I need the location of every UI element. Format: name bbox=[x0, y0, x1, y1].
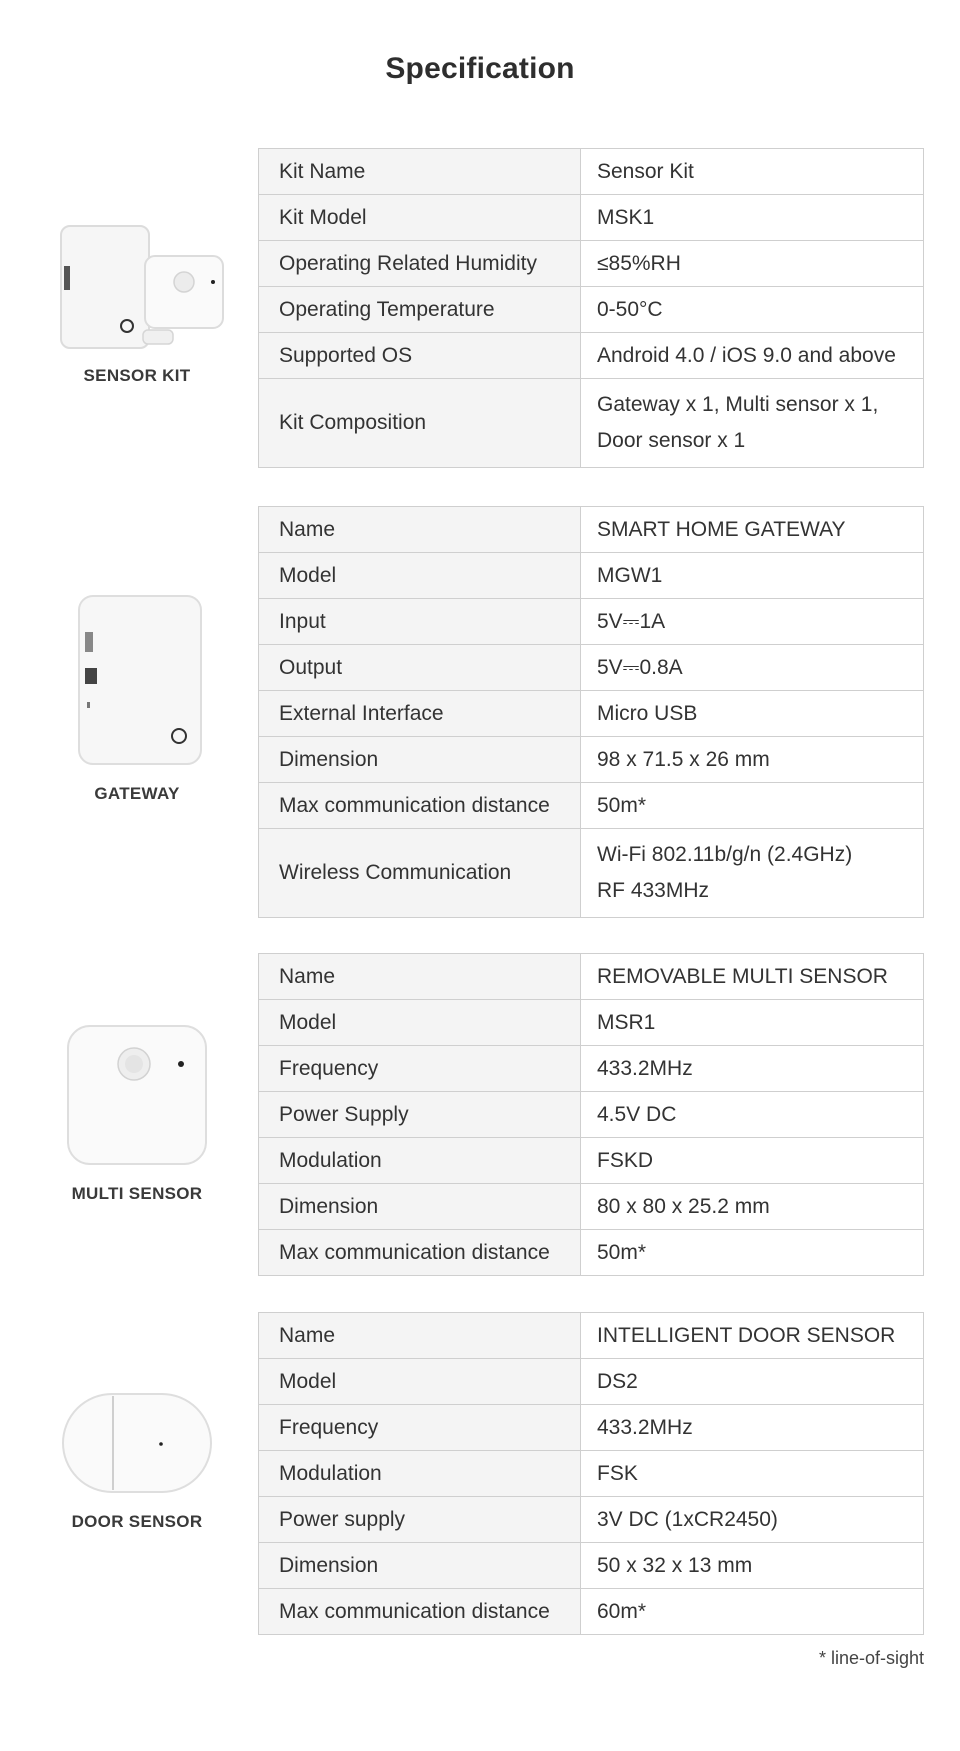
table-row bbox=[259, 195, 924, 241]
spec-value: 50m* bbox=[581, 783, 924, 829]
table-row bbox=[259, 783, 924, 829]
spec-key: Modulation bbox=[259, 1138, 581, 1184]
spec-key: Dimension bbox=[259, 1184, 581, 1230]
product-label: SENSOR KIT bbox=[83, 366, 191, 385]
spec-key: Input bbox=[259, 599, 581, 645]
table-row bbox=[259, 507, 924, 553]
spec-key: Kit Name bbox=[259, 149, 581, 195]
spec-value: 80 x 80 x 25.2 mm bbox=[581, 1184, 924, 1230]
multi-sensor-image bbox=[62, 1020, 212, 1170]
spec-value: MSR1 bbox=[581, 1000, 924, 1046]
spec-value: DS2 bbox=[581, 1359, 924, 1405]
table-row bbox=[259, 333, 924, 379]
spec-value: Android 4.0 / iOS 9.0 and above bbox=[581, 333, 924, 379]
gateway-image bbox=[67, 590, 207, 770]
spec-key: Modulation bbox=[259, 1451, 581, 1497]
spec-value-line: Wi-Fi 802.11b/g/n (2.4GHz) bbox=[597, 843, 853, 866]
spec-value: 3V DC (1xCR2450) bbox=[581, 1497, 924, 1543]
spec-value: Micro USB bbox=[581, 691, 924, 737]
spec-key: Output bbox=[259, 645, 581, 691]
table-row bbox=[259, 553, 924, 599]
spec-value: 0-50°C bbox=[581, 287, 924, 333]
spec-value: FSKD bbox=[581, 1138, 924, 1184]
spec-key: Max communication distance bbox=[259, 1589, 581, 1635]
spec-table-multi-sensor bbox=[258, 953, 924, 1276]
spec-value: FSK bbox=[581, 1451, 924, 1497]
spec-key: Frequency bbox=[259, 1046, 581, 1092]
product-label: GATEWAY bbox=[94, 784, 180, 803]
table-row bbox=[259, 1359, 924, 1405]
door-sensor-product bbox=[40, 1388, 234, 1532]
spec-table-door-sensor bbox=[258, 1312, 924, 1635]
spec-value: 50 x 32 x 13 mm bbox=[581, 1543, 924, 1589]
spec-value: 5V⎓1A bbox=[581, 599, 924, 645]
table-row bbox=[259, 1000, 924, 1046]
table-row bbox=[259, 241, 924, 287]
spec-key: Dimension bbox=[259, 1543, 581, 1589]
table-row bbox=[259, 1184, 924, 1230]
table-row bbox=[259, 1313, 924, 1359]
page-title: Specification bbox=[385, 52, 575, 85]
spec-key: Model bbox=[259, 1000, 581, 1046]
table-row bbox=[259, 1543, 924, 1589]
table-row bbox=[259, 599, 924, 645]
spec-key: Operating Temperature bbox=[259, 287, 581, 333]
table-row bbox=[259, 829, 924, 918]
spec-key: Dimension bbox=[259, 737, 581, 783]
product-label: DOOR SENSOR bbox=[71, 1512, 203, 1531]
spec-key: Max communication distance bbox=[259, 783, 581, 829]
table-row bbox=[259, 287, 924, 333]
spec-key: External Interface bbox=[259, 691, 581, 737]
spec-value: 433.2MHz bbox=[581, 1405, 924, 1451]
spec-key: Model bbox=[259, 1359, 581, 1405]
spec-value-line: Door sensor x 1 bbox=[597, 429, 746, 452]
table-row bbox=[259, 379, 924, 468]
table-row bbox=[259, 954, 924, 1000]
spec-key: Max communication distance bbox=[259, 1230, 581, 1276]
table-row bbox=[259, 1589, 924, 1635]
spec-key: Kit Composition bbox=[259, 379, 581, 468]
spec-key: Frequency bbox=[259, 1405, 581, 1451]
spec-key: Model bbox=[259, 553, 581, 599]
table-row bbox=[259, 737, 924, 783]
spec-value: INTELLIGENT DOOR SENSOR bbox=[581, 1313, 924, 1359]
spec-key: Name bbox=[259, 507, 581, 553]
spec-key: Name bbox=[259, 954, 581, 1000]
spec-value: SMART HOME GATEWAY bbox=[581, 507, 924, 553]
spec-value: 60m* bbox=[581, 1589, 924, 1635]
spec-key: Supported OS bbox=[259, 333, 581, 379]
spec-value-line: Gateway x 1, Multi sensor x 1, bbox=[597, 393, 879, 416]
spec-key: Kit Model bbox=[259, 195, 581, 241]
spec-value bbox=[581, 379, 924, 468]
spec-value: REMOVABLE MULTI SENSOR bbox=[581, 954, 924, 1000]
spec-value: 433.2MHz bbox=[581, 1046, 924, 1092]
table-row bbox=[259, 691, 924, 737]
spec-key: Power Supply bbox=[259, 1092, 581, 1138]
sensor-kit-product bbox=[40, 222, 234, 386]
spec-key: Operating Related Humidity bbox=[259, 241, 581, 287]
spec-value: 50m* bbox=[581, 1230, 924, 1276]
spec-value-line: RF 433MHz bbox=[597, 879, 710, 902]
table-row bbox=[259, 645, 924, 691]
table-row bbox=[259, 1138, 924, 1184]
spec-value: 4.5V DC bbox=[581, 1092, 924, 1138]
multi-sensor-product bbox=[40, 1020, 234, 1204]
spec-value: 98 x 71.5 x 26 mm bbox=[581, 737, 924, 783]
spec-value: MSK1 bbox=[581, 195, 924, 241]
table-row bbox=[259, 1230, 924, 1276]
spec-value: Sensor Kit bbox=[581, 149, 924, 195]
spec-table-gateway bbox=[258, 506, 924, 918]
spec-value bbox=[581, 829, 924, 918]
spec-key: Name bbox=[259, 1313, 581, 1359]
table-row bbox=[259, 1451, 924, 1497]
spec-value: MGW1 bbox=[581, 553, 924, 599]
spec-table-sensor-kit bbox=[258, 148, 924, 468]
spec-value: ≤85%RH bbox=[581, 241, 924, 287]
table-row bbox=[259, 1046, 924, 1092]
spec-key: Wireless Communication bbox=[259, 829, 581, 918]
table-row bbox=[259, 1497, 924, 1543]
gateway-product bbox=[40, 590, 234, 804]
table-row bbox=[259, 149, 924, 195]
spec-key: Power supply bbox=[259, 1497, 581, 1543]
table-row bbox=[259, 1405, 924, 1451]
footnote: * line-of-sight bbox=[818, 1648, 924, 1668]
sensor-kit-image bbox=[47, 222, 227, 352]
door-sensor-image bbox=[57, 1388, 217, 1498]
spec-value: 5V⎓0.8A bbox=[581, 645, 924, 691]
product-label: MULTI SENSOR bbox=[71, 1184, 203, 1203]
table-row bbox=[259, 1092, 924, 1138]
